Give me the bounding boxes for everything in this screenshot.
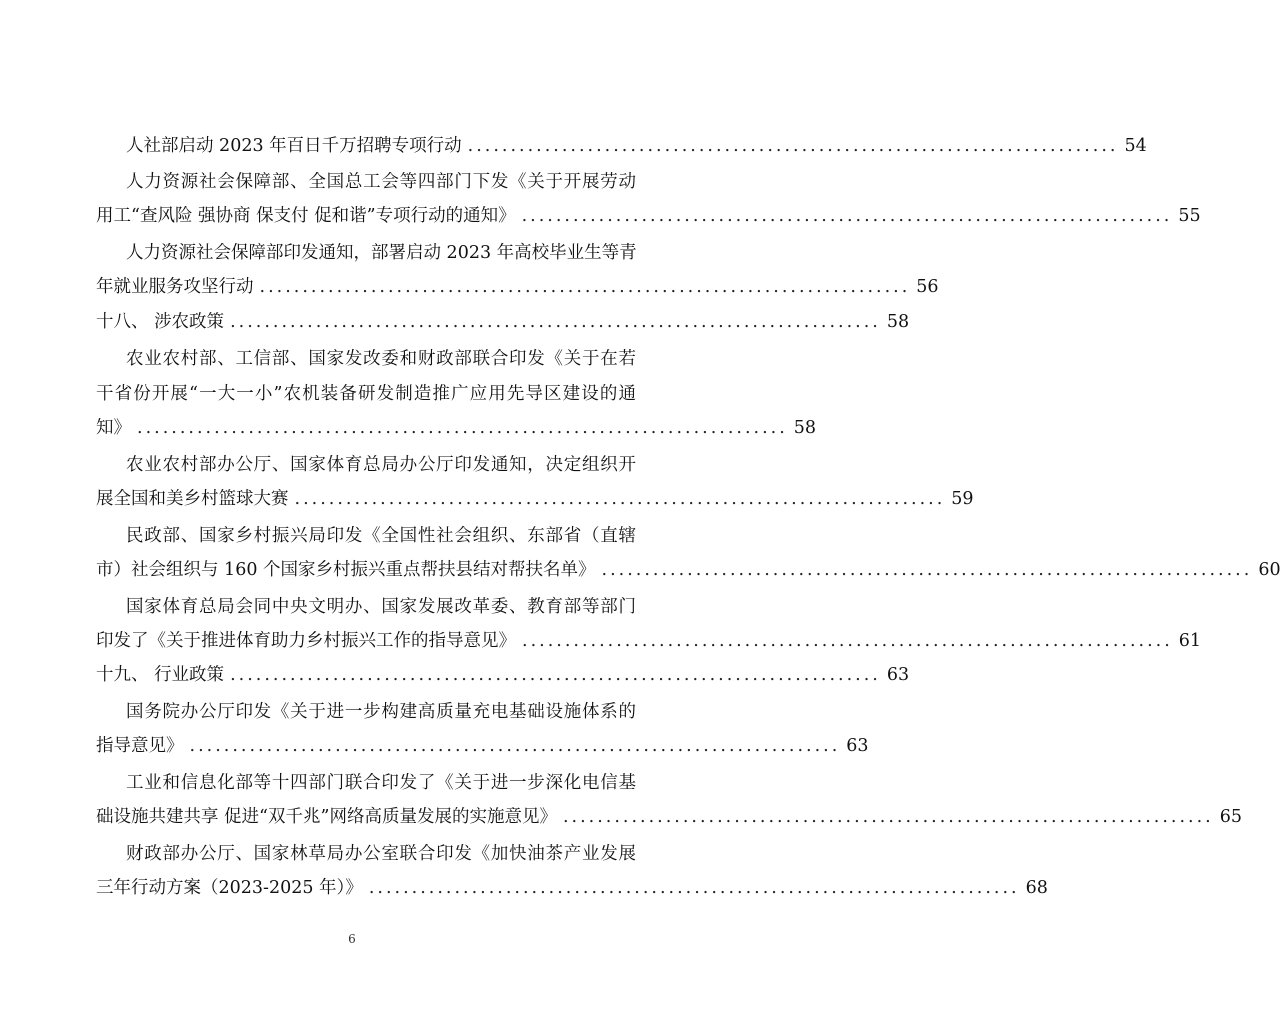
leader-dots: ............................................................................ (521, 206, 1173, 226)
toc-page-number: 58 (886, 312, 910, 332)
toc-entry-sports-revitalization[interactable] (126, 591, 636, 623)
toc-entry-labor-action[interactable] (126, 166, 636, 198)
toc-entry-title: 展全国和美乡村篮球大赛 (96, 489, 289, 509)
leader-dots: ............................................................................ (522, 631, 1173, 651)
toc-section-agriculture[interactable] (96, 306, 910, 338)
toc-section-title: 十八、 涉农政策 (96, 312, 225, 332)
toc-entry-labor-action-cont[interactable] (96, 200, 1201, 232)
leader-dots: ............................................................................ (230, 312, 881, 332)
toc-page-number: 68 (1025, 878, 1048, 898)
toc-entry-graduate-employment[interactable] (126, 237, 636, 269)
toc-entry-title: 人社部启动 2023 年百日千万招聘专项行动 (126, 136, 462, 156)
toc-entry-basketball-cont[interactable] (96, 483, 974, 515)
toc-page-number: 58 (793, 418, 817, 438)
toc-entry-title: 三年行动方案（2023-2025 年）》 (96, 878, 363, 898)
toc-entry-title: 人力资源社会保障部印发通知，部署启动 2023 年高校毕业生等青 (126, 243, 637, 263)
leader-dots: ............................................................................ (259, 277, 911, 297)
toc-entry-title: 农业农村部办公厅、国家体育总局办公厅印发通知，决定组织开 (126, 455, 636, 475)
toc-entry-farm-machinery[interactable] (126, 343, 636, 375)
toc-entry-camellia-oil-cont[interactable] (96, 872, 1048, 904)
toc-page-number: 63 (886, 665, 910, 685)
toc-entry-basketball[interactable] (126, 449, 636, 481)
toc-entry-charging-infrastructure[interactable] (126, 696, 636, 728)
leader-dots: ............................................................................ (137, 418, 788, 438)
toc-entry-camellia-oil[interactable] (126, 838, 636, 870)
toc-section-title: 十九、 行业政策 (96, 665, 225, 685)
toc-page-number: 54 (1124, 136, 1147, 156)
toc-page-number: 56 (916, 277, 939, 297)
toc-entry-title: 人力资源社会保障部、全国总工会等四部门下发《关于开展劳动 (126, 172, 636, 192)
toc-entry-title: 础设施共建共享 促进“双千兆”网络高质量发展的实施意见》 (96, 807, 557, 827)
toc-entry-dual-gigabit-cont[interactable] (96, 801, 1243, 833)
toc-entry-title: 民政部、国家乡村振兴局印发《全国性社会组织、东部省（直辖 (126, 526, 636, 546)
toc-page-number: 65 (1219, 807, 1243, 827)
page-footer-number: 6 (348, 932, 356, 946)
toc-entry-title: 印发了《关于推进体育助力乡村振兴工作的指导意见》 (96, 631, 516, 651)
toc-page-number: 59 (951, 489, 974, 509)
toc-entry-pairing-list-cont[interactable] (96, 554, 1281, 586)
leader-dots: ............................................................................ (467, 136, 1119, 156)
leader-dots: ............................................................................ (294, 489, 946, 509)
toc-entry-title: 干省份开展“一大一小”农机装备研发制造推广应用先导区建设的通 (96, 384, 636, 404)
toc-entry-farm-machinery-end[interactable] (96, 412, 817, 444)
leader-dots: ............................................................................ (601, 560, 1253, 580)
toc-entry-title: 工业和信息化部等十四部门联合印发了《关于进一步深化电信基 (126, 773, 636, 793)
toc-page-number: 55 (1178, 206, 1201, 226)
toc-entry-title: 指导意见》 (96, 736, 184, 756)
toc-entry-graduate-employment-cont[interactable] (96, 271, 939, 303)
toc-page-number: 61 (1178, 631, 1202, 651)
toc-page-number: 63 (846, 736, 869, 756)
toc-entry-farm-machinery-cont[interactable] (96, 378, 636, 410)
toc-page-number: 60 (1258, 560, 1281, 580)
leader-dots: ............................................................................ (368, 878, 1020, 898)
toc-entry-charging-infrastructure-cont[interactable] (96, 730, 869, 762)
toc-entry-title: 国家体育总局会同中央文明办、国家发展改革委、教育部等部门 (126, 597, 636, 617)
leader-dots: ............................................................................ (562, 807, 1214, 827)
toc-entry-title: 知》 (96, 418, 131, 438)
toc-entry-title: 国务院办公厅印发《关于进一步构建高质量充电基础设施体系的 (126, 702, 636, 722)
leader-dots: ............................................................................ (189, 736, 841, 756)
toc-entry-title: 市）社会组织与 160 个国家乡村振兴重点帮扶县结对帮扶名单》 (96, 560, 596, 580)
toc-entry-dual-gigabit[interactable] (126, 767, 636, 799)
toc-entry-sports-revitalization-cont[interactable] (96, 625, 1202, 657)
toc-entry-title: 农业农村部、工信部、国家发改委和财政部联合印发《关于在若 (126, 349, 636, 369)
toc-entry-title: 年就业服务攻坚行动 (96, 277, 254, 297)
toc-entry-hr-campaign[interactable] (126, 130, 1147, 162)
toc-section-industry[interactable] (96, 659, 910, 691)
toc-entry-title: 财政部办公厅、国家林草局办公室联合印发《加快油茶产业发展 (126, 844, 636, 864)
toc-entry-pairing-list[interactable] (126, 520, 636, 552)
toc-entry-title: 用工“查风险 强协商 保支付 促和谐”专项行动的通知》 (96, 206, 516, 226)
leader-dots: ............................................................................ (230, 665, 881, 685)
